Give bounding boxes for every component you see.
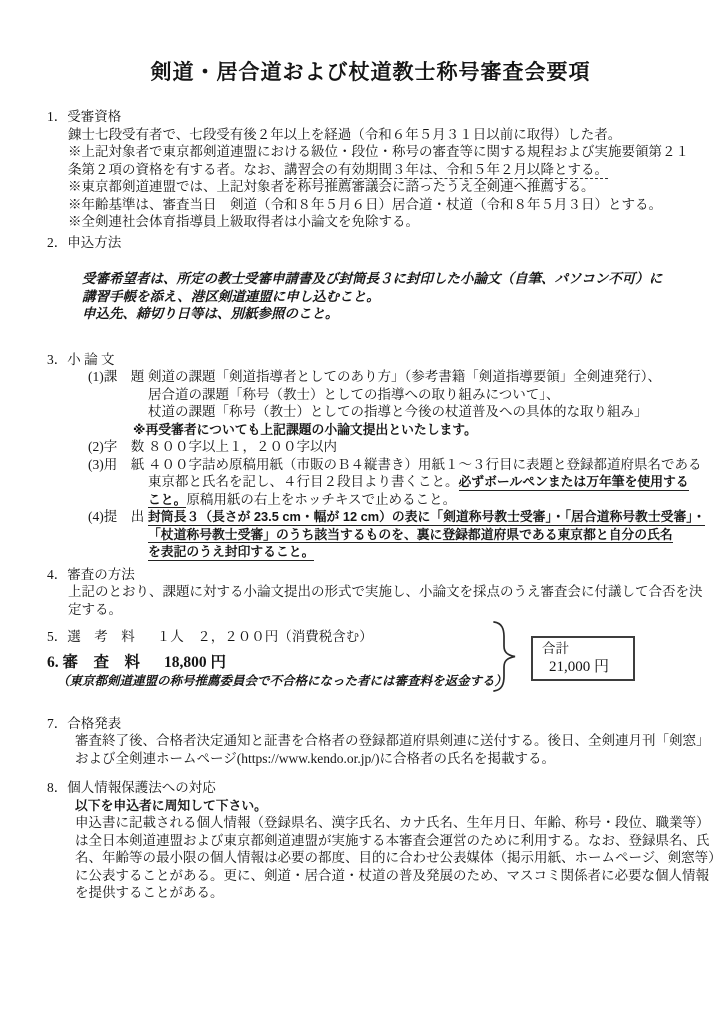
section-8-line: を提供することがある。 [75, 885, 224, 900]
item-3-bold-underline: こと。 [148, 491, 187, 507]
section-1-line [68, 161, 694, 179]
page-title: 剣道・居合道および杖道教士称号審査会要項 [150, 60, 591, 84]
section-8-notice: 以下を申込者に周知して下さい。 [75, 797, 267, 813]
total-box [531, 636, 635, 681]
section-1-line: ※年齢基準は、審査当日 剣道（令和８年５月６日）居合道・杖道（令和８年５月３日）とする。 [68, 196, 662, 212]
section-1-line: 錬士七段受有者で、七段受有後２年以上を経過（令和６年５月３１日以前に取得）した者。 [68, 126, 622, 142]
item-1-text: 剣道の課題「剣道指導者としてのあり方」（参考書籍「剣道指導要領」全剣連発行）、 [148, 369, 661, 384]
examination-fee-value: 18,800 円 [164, 653, 227, 671]
examination-fee-label: 6. 審 査 料 [47, 653, 141, 671]
section-1-underlined-note: 講習会の有効期間３年は、令和５年２月以降とする。 [284, 161, 608, 177]
section-3-heading: 3．小 論 文 [47, 351, 115, 367]
curly-brace-icon [491, 619, 519, 695]
section-1-line: ※東京都剣道連盟では、上記対象者を称号推薦審議会に諮ったうえ全剣連へ推薦する。 [68, 179, 595, 194]
total-value: 21,000 円 [549, 659, 610, 675]
total-brace [491, 619, 519, 699]
section-1-line: ※全剣連社会体育指導員上級取得者は小論文を免除する。 [68, 214, 419, 229]
item-3-text [148, 473, 694, 491]
selection-fee-label: 5．選 考 料 [47, 629, 135, 644]
item-4-label: (4)提 出 [88, 509, 145, 524]
item-1-bold-note: ※再受審者についても上記課題の小論文提出といたします。 [133, 421, 477, 437]
section-1-line-text: 条第２項の資格を有する者。なお、 [68, 161, 284, 177]
item-3-text-plain: 原稿用紙の右上をホッチキスで止めること。 [186, 491, 457, 507]
section-1-line: ※上記対象者で東京都剣道連盟における級位・段位・称号の審査等に関する規程および実施要領第２１ [68, 144, 689, 159]
item-1-label: (1)課 題 [88, 369, 145, 384]
section-2-line: 受審希望者は、所定の教士受審申請書及び封筒長３に封印した小論文（自筆、パソコン不可）に [82, 271, 663, 286]
section-8-line: は全日本剣道連盟および東京都剣道連盟が実施する本審査会運営のために利用する。なお、登録県名、氏 [75, 832, 710, 848]
item-1-text: 居合道の課題「称号（教士）としての指導への取り組みについて」、 [148, 386, 560, 402]
item-4-bold-underline: 「杖道称号教士受審」のうち該当するものを、裏に登録都道府県である東京都と自分の氏名 [148, 526, 673, 542]
selection-fee-value: １人 ２，２００円（消費税含む） [156, 629, 373, 644]
item-2-label: (2)字 数 [88, 439, 145, 454]
item-2-text: ８００字以上１，２００字以内 [148, 439, 337, 454]
section-8-line: 申込書に記載される個人情報（登録県名、漢字氏名、カナ氏名、生年月日、年齢、称号・段位、職業等） [75, 815, 710, 830]
section-1-heading: 1．受審資格 [47, 109, 122, 124]
section-4-line: 定する。 [68, 601, 122, 617]
section-2-line: 申込先、締切り日等は、別紙参照のこと。 [82, 306, 339, 321]
item-3-label: (3)用 紙 [88, 456, 145, 472]
item-3-text-plain: 東京都と氏名を記し、４行目２段目より書くこと。 [148, 474, 459, 489]
section-4-heading: 4．審査の方法 [47, 566, 135, 582]
item-3-text: ４００字詰め原稿用紙（市販のＢ４縦書き）用紙１～３行目に表題と登録都道府県名である [148, 456, 702, 472]
section-7-heading: 7．合格発表 [47, 715, 122, 731]
section-7-line: および全剣連ホームページ(https://www.kendo.or.jp/)に合格者の氏名を掲載する。 [75, 750, 555, 766]
section-2-line: 講習手帳を添え、港区剣道連盟に申し込むこと。 [82, 288, 380, 304]
item-4-bold-underline: 封筒長３（長さが 23.5 cm・幅が 12 cm）の表に「剣道称号教士受審」・「居合道称号教士受審」・ [148, 509, 706, 524]
item-3-bold-underline: 必ずボールペンまたは万年筆を使用する [458, 474, 689, 489]
section-2-heading: 2．申込方法 [47, 234, 122, 250]
total-label: 合計 [542, 641, 569, 656]
section-8-heading: 8．個人情報保護法への対応 [47, 780, 216, 795]
item-3-text [148, 491, 694, 509]
examination-fee-note: （東京都剣道連盟の称号推薦委員会で不合格になった者には審査料を返金する） [57, 673, 508, 688]
section-8-line: 名、年齢等の最小限の個人情報は必要の都度、目的に合わせ公表媒体（掲示用紙、ホームページ、剣窓等） [75, 850, 722, 865]
item-4-bold-underline: を表記のうえ封印すること。 [148, 544, 315, 559]
section-4-line: 上記のとおり、課題に対する小論文提出の形式で実施し、小論文を採点のうえ審査会に付議して合否を決 [68, 584, 703, 599]
section-7-line: 審査終了後、合格者決定通知と証書を合格者の登録都道府県剣連に送付する。後日、全剣連月刊「剣窓」 [75, 733, 710, 748]
item-1-text: 杖道の課題「称号（教士）としての指導と今後の杖道普及への具体的な取り組み」 [148, 404, 648, 419]
section-8-line: に公表することがある。更に、剣道・居合道・杖道の普及発展のため、マスコミ関係者に必要な個人情報 [75, 867, 709, 883]
